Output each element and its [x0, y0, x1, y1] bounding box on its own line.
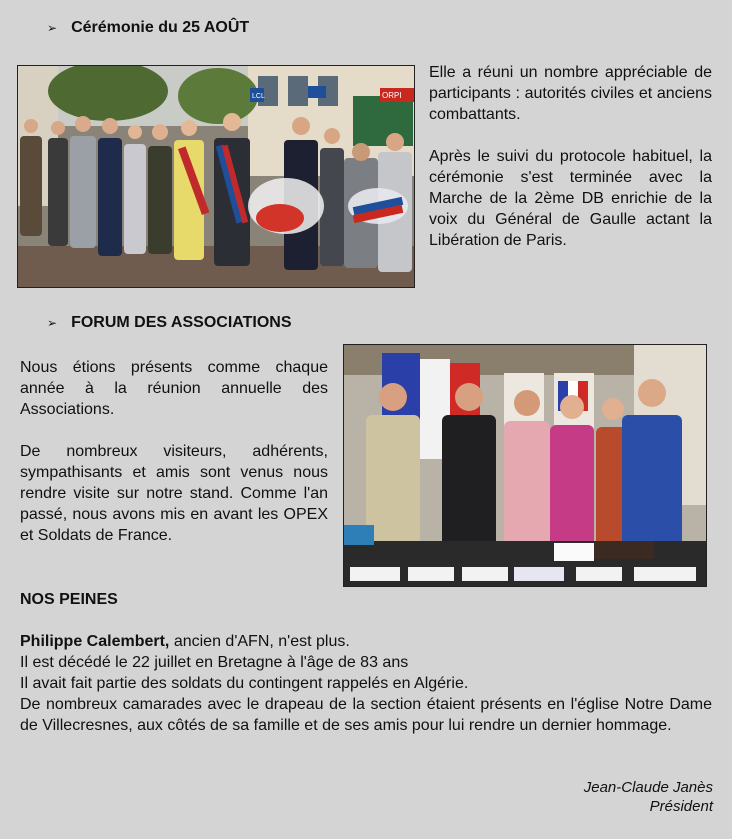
deceased-name: Philippe Calembert, [20, 633, 170, 650]
ceremonie-para-1: Elle a réuni un nombre appréciable de participants : autorités civiles et anciens combattants. [429, 64, 712, 123]
forum-title: FORUM DES ASSOCIATIONS [71, 314, 292, 331]
arrow-bullet-icon: ➢ [47, 21, 58, 35]
section-title-forum [47, 314, 292, 332]
signature-name: Jean-Claude Janès [583, 779, 713, 796]
peines-line-3: Il avait fait partie des soldats du contingent rappelés en Algérie. [20, 675, 469, 692]
signature-role: Président [649, 798, 713, 815]
forum-photo [343, 344, 707, 587]
peines-line-1-rest: ancien d'AFN, n'est plus. [169, 633, 350, 650]
lcl-sign-text: LCL [252, 93, 265, 100]
peines-line-4: De nombreux camarades avec le drapeau de la section étaient présents en l'église Notre Dame de Villecresnes, aux côtés de sa famille et de ses amis pour lui rendre un dernier hommage. [20, 696, 712, 734]
section-title-ceremonie [47, 19, 249, 37]
peines-line-2: Il est décédé le 22 juillet en Bretagne à l'âge de 83 ans [20, 654, 409, 671]
peines-text [20, 631, 712, 736]
forum-text [20, 357, 328, 546]
nos-peines-title: NOS PEINES [20, 591, 118, 608]
ceremonie-title: Cérémonie du 25 AOÛT [71, 19, 250, 36]
forum-para-2: De nombreux visiteurs, adhérents, sympathisants et amis sont venus nous rendre visite sur notre stand. Comme l'an passé, nous avons mis en avant les OPEX et Soldats de France. [20, 443, 328, 544]
ceremony-photo [17, 65, 415, 288]
orpi-sign-text: ORPI [382, 91, 402, 100]
arrow-bullet-icon: ➢ [47, 316, 58, 330]
peines-line-1 [20, 631, 712, 652]
signature [584, 778, 713, 816]
forum-para-1: Nous étions présents comme chaque année à la réunion annuelle des Associations. [20, 359, 328, 418]
ceremonie-para-2: Après le suivi du protocole habituel, la cérémonie s'est terminée avec la Marche de la 2ème DB enrichie de la voix du Général de Gaulle actant la Libération de Paris. [429, 148, 712, 249]
ceremonie-text [429, 62, 712, 251]
